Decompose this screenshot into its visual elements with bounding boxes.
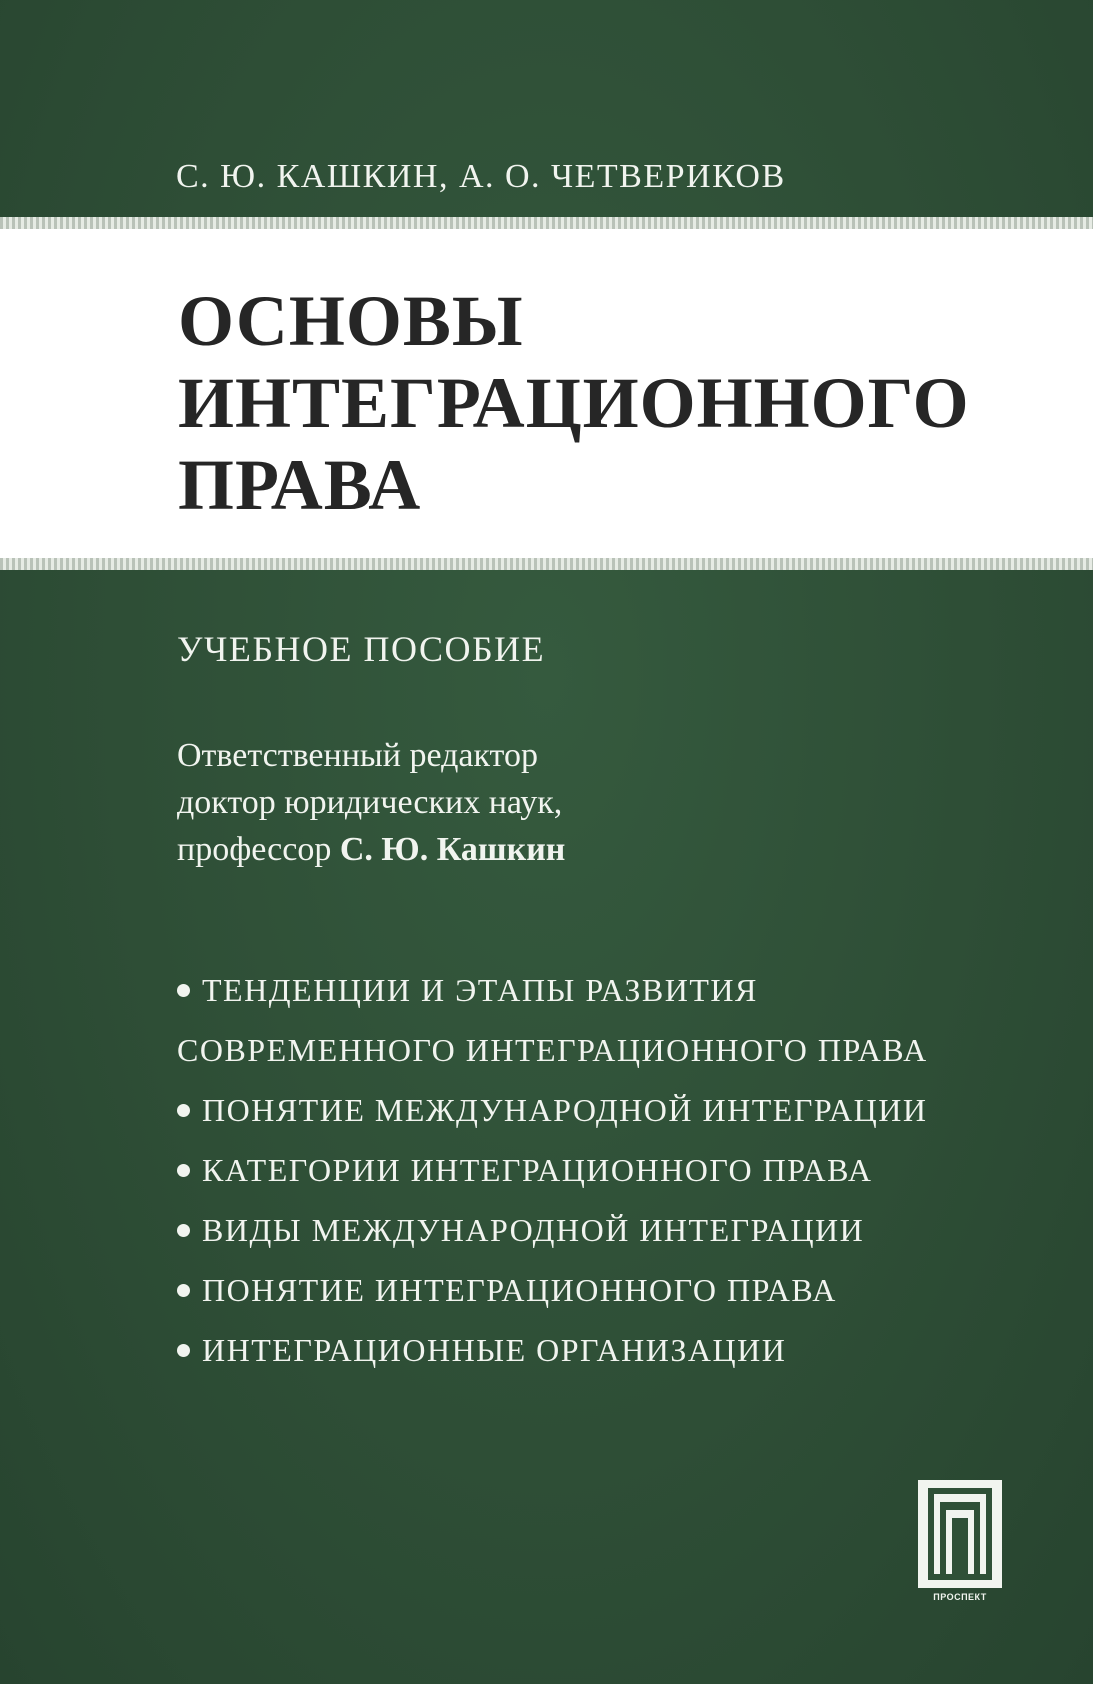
publisher-name: ПРОСПЕКТ bbox=[933, 1592, 987, 1602]
bullet-icon bbox=[177, 1284, 190, 1297]
bullet-icon bbox=[177, 1224, 190, 1237]
bullet-icon bbox=[177, 1104, 190, 1117]
topic-item bbox=[177, 1080, 928, 1140]
title-line-1: ОСНОВЫ bbox=[178, 281, 524, 361]
editor-line-3 bbox=[177, 826, 565, 873]
topic-text: ПОНЯТИЕ ИНТЕГРАЦИОННОГО ПРАВА bbox=[202, 1272, 837, 1308]
title-line-2: ИНТЕГРАЦИОННОГО bbox=[178, 363, 970, 443]
editor-name: С. Ю. Кашкин bbox=[339, 831, 566, 868]
bullet-icon bbox=[177, 1164, 190, 1177]
editor-title: профессор bbox=[177, 831, 340, 868]
authors: С. Ю. КАШКИН, А. О. ЧЕТВЕРИКОВ bbox=[176, 158, 786, 195]
bullet-icon bbox=[177, 1344, 190, 1357]
bullet-icon bbox=[177, 984, 190, 997]
topic-item bbox=[177, 1260, 928, 1320]
topic-item bbox=[177, 960, 928, 1020]
topic-text: КАТЕГОРИИ ИНТЕГРАЦИОННОГО ПРАВА bbox=[202, 1152, 873, 1188]
topic-text: ВИДЫ МЕЖДУНАРОДНОЙ ИНТЕГРАЦИИ bbox=[202, 1212, 865, 1248]
title-line-3: ПРАВА bbox=[178, 445, 422, 525]
topics-list bbox=[177, 960, 928, 1380]
topic-item bbox=[177, 1140, 928, 1200]
topic-text: ПОНЯТИЕ МЕЖДУНАРОДНОЙ ИНТЕГРАЦИИ bbox=[202, 1092, 928, 1128]
topic-item bbox=[177, 1020, 928, 1080]
topic-item bbox=[177, 1320, 928, 1380]
subtitle: УЧЕБНОЕ ПОСОБИЕ bbox=[177, 629, 546, 669]
publisher-logo-icon bbox=[918, 1480, 1002, 1588]
editor-block bbox=[177, 732, 565, 873]
topic-text: ТЕНДЕНЦИИ И ЭТАПЫ РАЗВИТИЯ bbox=[202, 972, 758, 1008]
book-title bbox=[178, 280, 970, 526]
editor-line-2: доктор юридических наук, bbox=[177, 784, 563, 821]
editor-line-1: Ответственный редактор bbox=[177, 737, 538, 774]
topic-text: СОВРЕМЕННОГО ИНТЕГРАЦИОННОГО ПРАВА bbox=[177, 1032, 928, 1068]
topic-text: ИНТЕГРАЦИОННЫЕ ОРГАНИЗАЦИИ bbox=[202, 1332, 787, 1368]
topic-item bbox=[177, 1200, 928, 1260]
